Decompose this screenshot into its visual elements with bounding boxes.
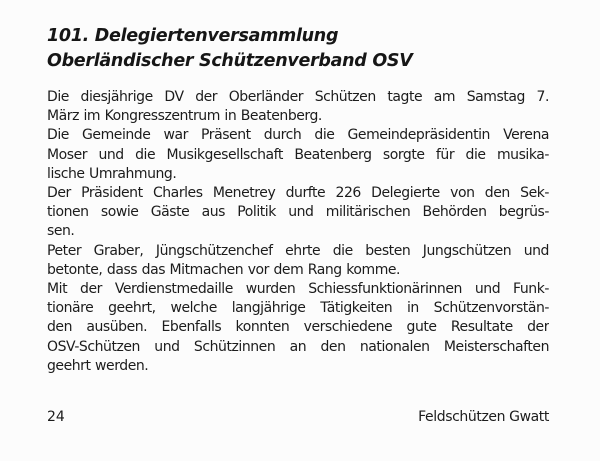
title-line-1: 101. Delegiertenversammlung <box>47 26 339 46</box>
title-line-2: Oberländischer Schützenverband OSV <box>47 51 413 71</box>
publication-name: Feldschützen Gwatt <box>418 409 549 425</box>
body-line: betonte, dass das Mitmachen vor dem Rang komme. <box>47 261 401 278</box>
body-line: tionäre geehrt, welche langjährige Tätigkeiten in Schützenvorstän- <box>47 300 549 317</box>
body-line: Der Präsident Charles Menetrey durfte 226 Delegierte von den Sek- <box>47 185 549 202</box>
body-line: sen. <box>47 223 75 240</box>
body-line: OSV-Schützen und Schützinnen an den nationalen Meisterschaften <box>47 338 549 355</box>
body-line: Mit der Verdienstmedaille wurden Schiessfunktionärinnen und Funk- <box>47 281 549 298</box>
page-number: 24 <box>47 409 65 425</box>
body-line: lische Umrahmung. <box>47 165 177 182</box>
article-title <box>47 24 412 74</box>
body-line: Moser und die Musikgesellschaft Beatenberg sorgte für die musika- <box>47 146 549 163</box>
body-line: den ausüben. Ebenfalls konnten verschiedene gute Resultate der <box>47 319 549 336</box>
body-line: Die Gemeinde war Präsent durch die Gemeindepräsidentin Verena <box>47 127 549 144</box>
body-line: März im Kongresszentrum in Beatenberg. <box>47 108 322 125</box>
body-line: tionen sowie Gäste aus Politik und militärischen Behörden begrüs- <box>47 204 549 221</box>
body-line: geehrt werden. <box>47 357 149 374</box>
body-line: Die diesjährige DV der Oberländer Schützen tagte am Samstag 7. <box>47 89 549 105</box>
body-line: Peter Graber, Jüngschützenchef ehrte die besten Jungschützen und <box>47 242 549 259</box>
article-body <box>47 88 549 376</box>
